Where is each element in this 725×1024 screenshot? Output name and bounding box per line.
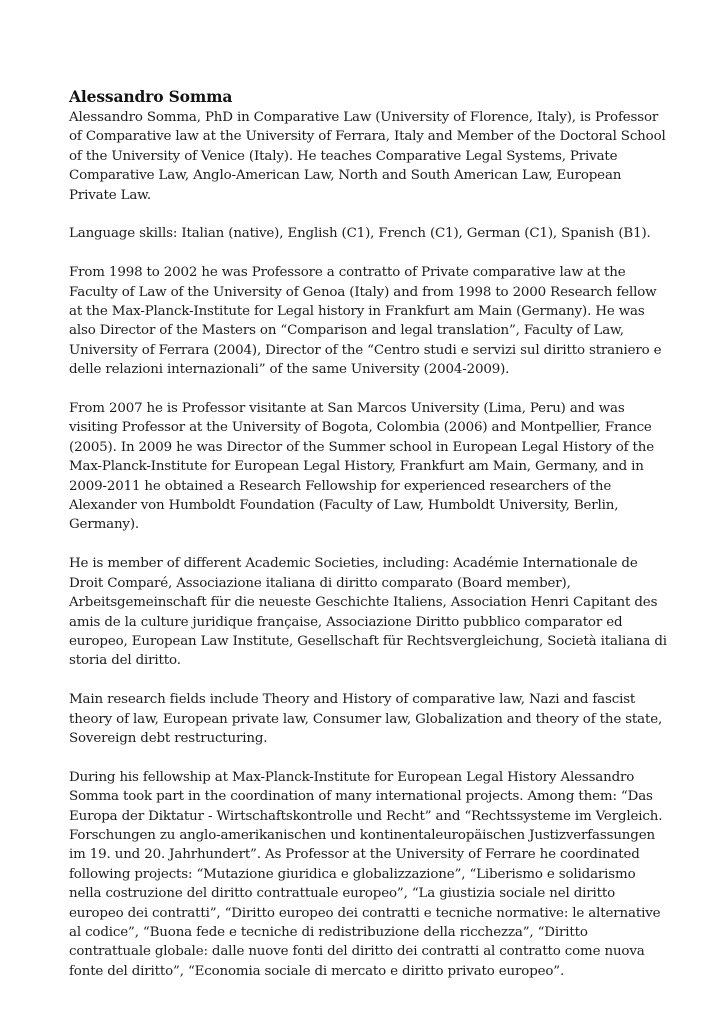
page-title: Alessandro Somma xyxy=(69,87,233,106)
projects-paragraph: During his fellowship at Max-Planck-Institute for European Legal History Alessandro Somma took part in the coordination of many international projects. Among them: “Das Europa der Diktatur - Wirtschaftskontrolle und Recht” and “Rechtssysteme im Vergleich. Forschungen zu anglo-amerikanischen und kontinentaleuropäischen Justizverfassungen im 19. und 20. Jahrhundert”. As Professor at the University of Ferrare he coordinated following projects: “Mutazione giuridica e globalizzazione”, “Liberismo e solidarismo nella costruzione del diritto contrattuale europeo”, “La giustizia sociale nel diritto europeo dei contratti”, “Diritto europeo dei contratti e tecniche normative: le alternative al codice”, “Buona fede e tecniche di redistribuzione della ricchezza”, “Diritto contrattuale globale: dalle nuove fonti del diritto dei contratti al contratto come nuova fonte del diritto”, “Economia sociale di mercato e diritto privato europeo”. xyxy=(69,769,663,979)
academic-societies-paragraph: He is member of different Academic Societies, including: Académie Internationale de Droit Comparé, Associazione italiana di diritto comparato (Board member), Arbeitsgemeinschaft für die neueste Geschichte Italiens, Association Henri Capitant des amis de la culture juridique française, Associazione Diritto pubblico comparator ed europeo, European Law Institute, Gesellschaft für Rechtsvergleichung, Società italiana di storia del diritto. xyxy=(69,556,667,669)
research-fields-paragraph: Main research fields include Theory and History of comparative law, Nazi and fascist theory of law, European private law, Consumer law, Globalization and theory of the state, Sovereign debt restructuring. xyxy=(69,692,663,746)
visiting-professor-paragraph: From 2007 he is Professor visitante at San Marcos University (Lima, Peru) and was visiting Professor at the University of Bogota, Colombia (2006) and Montpellier, France (2005). In 2009 he was Director of the Summer school in European Legal History of the Max-Planck-Institute for European Legal History, Frankfurt am Main, Germany, and in 2009-2011 he obtained a Research Fellowship for experienced researchers of the Alexander von Humboldt Foundation (Faculty of Law, Humboldt University, Berlin, Germany). xyxy=(69,401,655,533)
document-page xyxy=(69,86,669,1001)
career-paragraph: From 1998 to 2002 he was Professore a contratto of Private comparative law at the Faculty of Law of the University of Genoa (Italy) and from 1998 to 2000 Research fellow at the Max-Planck-Institute for Legal history in Frankfurt am Main (Germany). He was also Director of the Masters on “Comparison and legal translation”, Faculty of Law, University of Ferrara (2004), Director of the “Centro studi e servizi sul diritto straniero e delle relazioni internazionali” of the same University (2004-2009). xyxy=(69,265,662,378)
language-skills-paragraph: Language skills: Italian (native), English (C1), French (C1), German (C1), Spanish (B1). xyxy=(69,226,651,242)
bio-intro-paragraph: Alessandro Somma, PhD in Comparative Law (University of Florence, Italy), is Professor of Comparative law at the University of Ferrara, Italy and Member of the Doctoral School of the University of Venice (Italy). He teaches Comparative Legal Systems, Private Comparative Law, Anglo-American Law, North and South American Law, European Private Law. xyxy=(69,110,666,203)
